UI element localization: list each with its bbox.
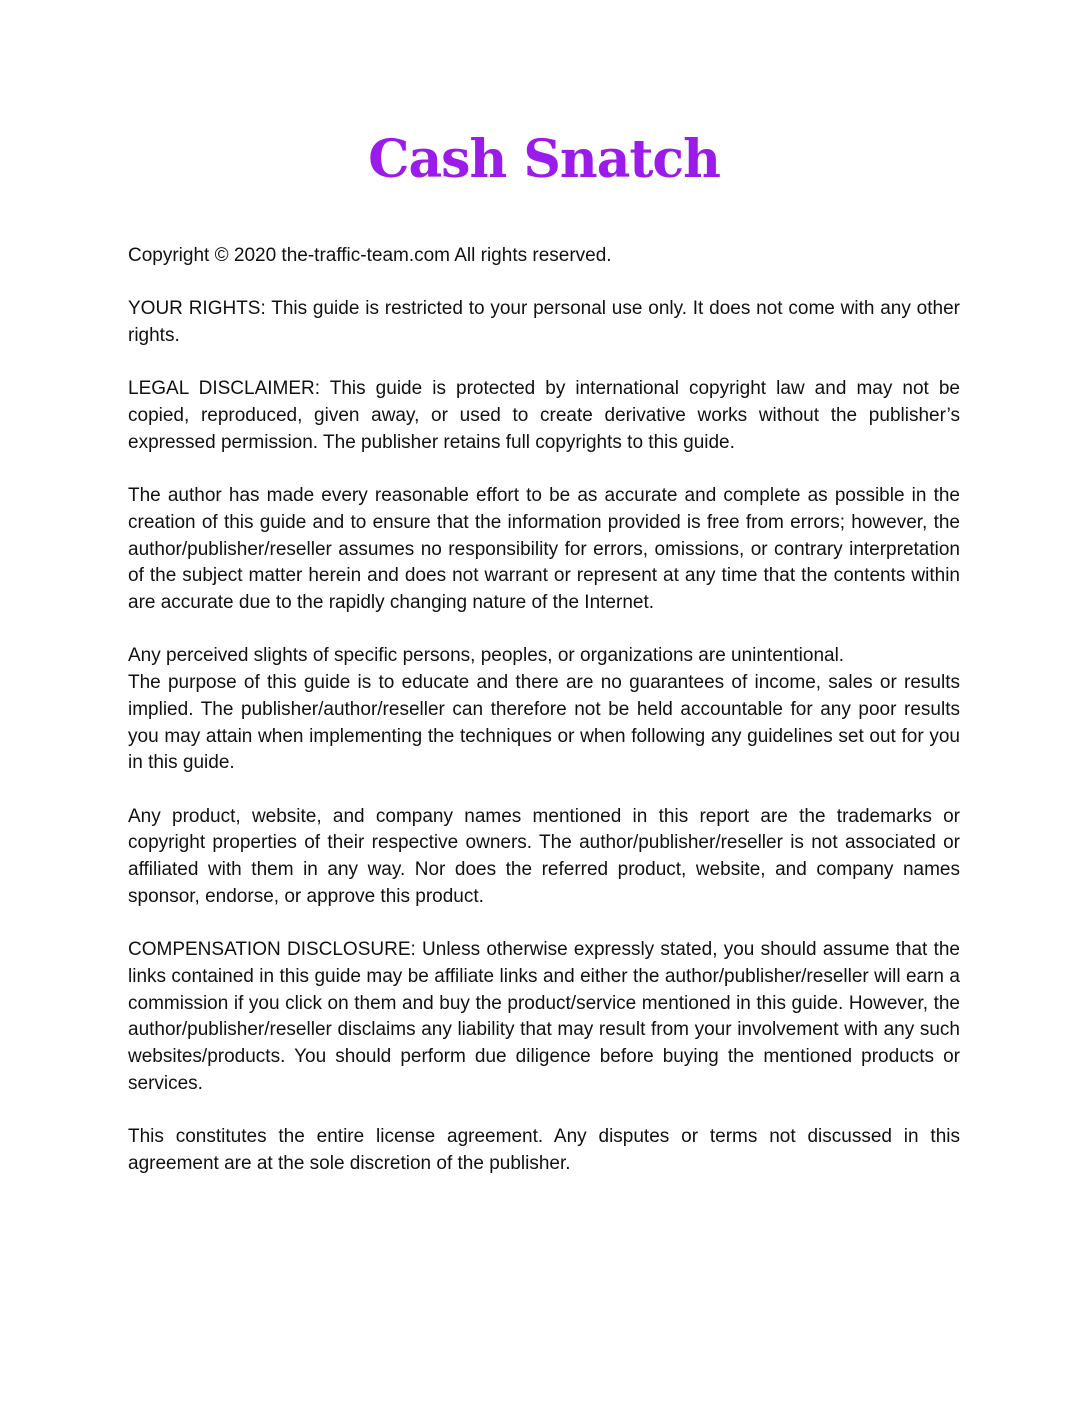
trademarks-paragraph: Any product, website, and company names mentioned in this report are the trademarks or copyright properties of their respective owners. The author/publisher/reseller is not associated or affiliated with them in any way. Nor does the referred product, website, and company names sponsor, endorse, or approve this product. [128, 805, 960, 907]
license-agreement-paragraph: This constitutes the entire license agreement. Any disputes or terms not discussed in this agreement are at the sole discretion of the publisher. [128, 1126, 960, 1174]
accuracy-disclaimer-paragraph: The author has made every reasonable effort to be as accurate and complete as possible in the creation of this guide and to ensure that the information provided is free from errors; however, the author/publisher/reseller assumes no responsibility for errors, omissions, or contrary interpretation of the subject matter herein and does not warrant or represent at any time that the contents within are accurate due to the rapidly changing nature of the Internet. [128, 485, 960, 614]
legal-disclaimer-paragraph: LEGAL DISCLAIMER: This guide is protected by international copyright law and may not be copied, reproduced, given away, or used to create derivative works without the publisher’s expressed permission. The publisher retains full copyrights to this guide. [128, 378, 960, 453]
license-text [128, 243, 960, 1204]
compensation-disclosure-paragraph: COMPENSATION DISCLOSURE: Unless otherwise expressly stated, you should assume that the links contained in this guide may be affiliate links and either the author/publisher/reseller will earn a commission if you click on them and buy the product/service mentioned in this guide. However, the author/publisher/reseller disclaims any liability that may result from your involvement with any such websites/products. You should perform due diligence before buying the mentioned products or services. [128, 939, 960, 1094]
copyright-notice: Copyright © 2020 the-traffic-team.com All rights reserved. [128, 245, 612, 266]
document-title: Cash Snatch [368, 129, 720, 190]
purpose-paragraph: The purpose of this guide is to educate and there are no guarantees of income, sales or results implied. The publisher/author/reseller can therefore not be held accountable for any poor results you may attain when implementing the techniques or when following any guidelines set out for you in this guide. [128, 672, 960, 774]
your-rights-paragraph: YOUR RIGHTS: This guide is restricted to your personal use only. It does not come with any other rights. [128, 298, 960, 347]
unintentional-slights-paragraph: Any perceived slights of specific persons, peoples, or organizations are unintentional. [128, 645, 845, 667]
